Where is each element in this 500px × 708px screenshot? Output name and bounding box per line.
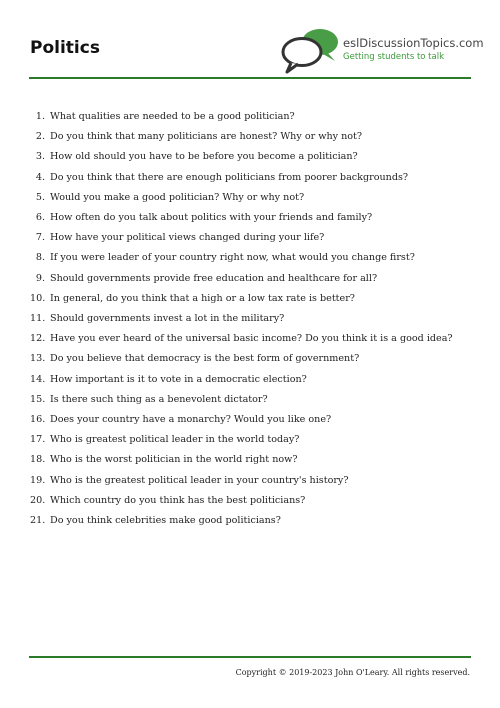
question-item xyxy=(30,168,470,188)
question-number: 17. xyxy=(30,434,46,446)
question-number: 19. xyxy=(30,474,46,486)
question-item xyxy=(30,127,470,147)
question-text: Would you make a good politician? Why or why not? xyxy=(50,191,305,203)
question-item xyxy=(30,329,470,349)
copyright-notice: Copyright © 2019-2023 John O'Leary. All rights reserved. xyxy=(235,668,470,677)
question-number: 3. xyxy=(35,151,45,163)
question-item xyxy=(30,450,470,470)
question-item xyxy=(30,390,470,410)
question-number: 4. xyxy=(35,171,45,183)
question-item xyxy=(30,147,470,167)
question-list xyxy=(30,107,470,531)
question-item xyxy=(30,269,470,289)
question-text: How old should you have to be before you become a politician? xyxy=(50,151,358,163)
question-text: Is there such thing as a benevolent dictator? xyxy=(50,393,268,405)
question-number: 20. xyxy=(30,494,46,506)
brand-tagline: Getting students to talk xyxy=(343,52,445,62)
question-text: Who is the greatest political leader in your country's history? xyxy=(50,474,349,486)
question-text: How important is it to vote in a democratic election? xyxy=(50,373,307,385)
question-item xyxy=(30,228,470,248)
question-text: In general, do you think that a high or a low tax rate is better? xyxy=(50,292,355,304)
speech-bubbles-icon xyxy=(279,28,341,74)
question-item xyxy=(30,430,470,450)
site-logo xyxy=(279,28,484,74)
question-item xyxy=(30,511,470,531)
question-item xyxy=(30,107,470,127)
question-item xyxy=(30,349,470,369)
question-text: Who is the worst politician in the world right now? xyxy=(50,454,298,466)
question-text: Should governments invest a lot in the military? xyxy=(50,313,285,325)
question-text: Do you think that there are enough politicians from poorer backgrounds? xyxy=(50,171,409,183)
question-number: 5. xyxy=(35,191,45,203)
question-number: 14. xyxy=(30,373,46,385)
brand-name: eslDiscussionTopics.com xyxy=(343,36,484,50)
question-text: Do you believe that democracy is the best form of government? xyxy=(50,353,360,365)
question-item xyxy=(30,188,470,208)
question-number: 12. xyxy=(30,333,46,345)
question-item xyxy=(30,208,470,228)
question-text: Does your country have a monarchy? Would you like one? xyxy=(50,414,332,426)
question-text: Who is greatest political leader in the world today? xyxy=(50,434,300,446)
question-item xyxy=(30,410,470,430)
question-item xyxy=(30,289,470,309)
question-number: 9. xyxy=(35,272,45,284)
question-text: How have your political views changed during your life? xyxy=(50,232,325,244)
question-number: 1. xyxy=(35,111,45,122)
question-item xyxy=(30,491,470,511)
question-number: 8. xyxy=(35,252,45,264)
question-number: 15. xyxy=(30,393,46,405)
question-text: Which country do you think has the best politicians? xyxy=(50,494,306,506)
question-number: 16. xyxy=(30,414,46,426)
question-item xyxy=(30,309,470,329)
question-number: 11. xyxy=(30,313,46,325)
question-number: 7. xyxy=(35,232,45,244)
question-text: Do you think celebrities make good politicians? xyxy=(50,515,281,527)
question-number: 13. xyxy=(30,353,46,365)
question-text: What qualities are needed to be a good politician? xyxy=(50,111,295,122)
question-number: 2. xyxy=(35,131,45,143)
question-text: Should governments provide free education and healthcare for all? xyxy=(50,272,378,284)
question-text: Have you ever heard of the universal basic income? Do you think it is a good idea? xyxy=(50,333,453,345)
question-item xyxy=(30,370,470,390)
question-item xyxy=(30,471,470,491)
question-number: 6. xyxy=(35,212,45,224)
question-text: How often do you talk about politics with your friends and family? xyxy=(50,212,373,224)
header-divider xyxy=(29,77,471,79)
question-number: 10. xyxy=(30,292,46,304)
question-item xyxy=(30,248,470,268)
question-number: 21. xyxy=(30,515,46,527)
page-title: Politics xyxy=(30,38,100,58)
question-text: If you were leader of your country right now, what would you change first? xyxy=(50,252,415,264)
question-text: Do you think that many politicians are honest? Why or why not? xyxy=(50,131,363,143)
footer-divider xyxy=(29,656,471,658)
question-number: 18. xyxy=(30,454,46,466)
